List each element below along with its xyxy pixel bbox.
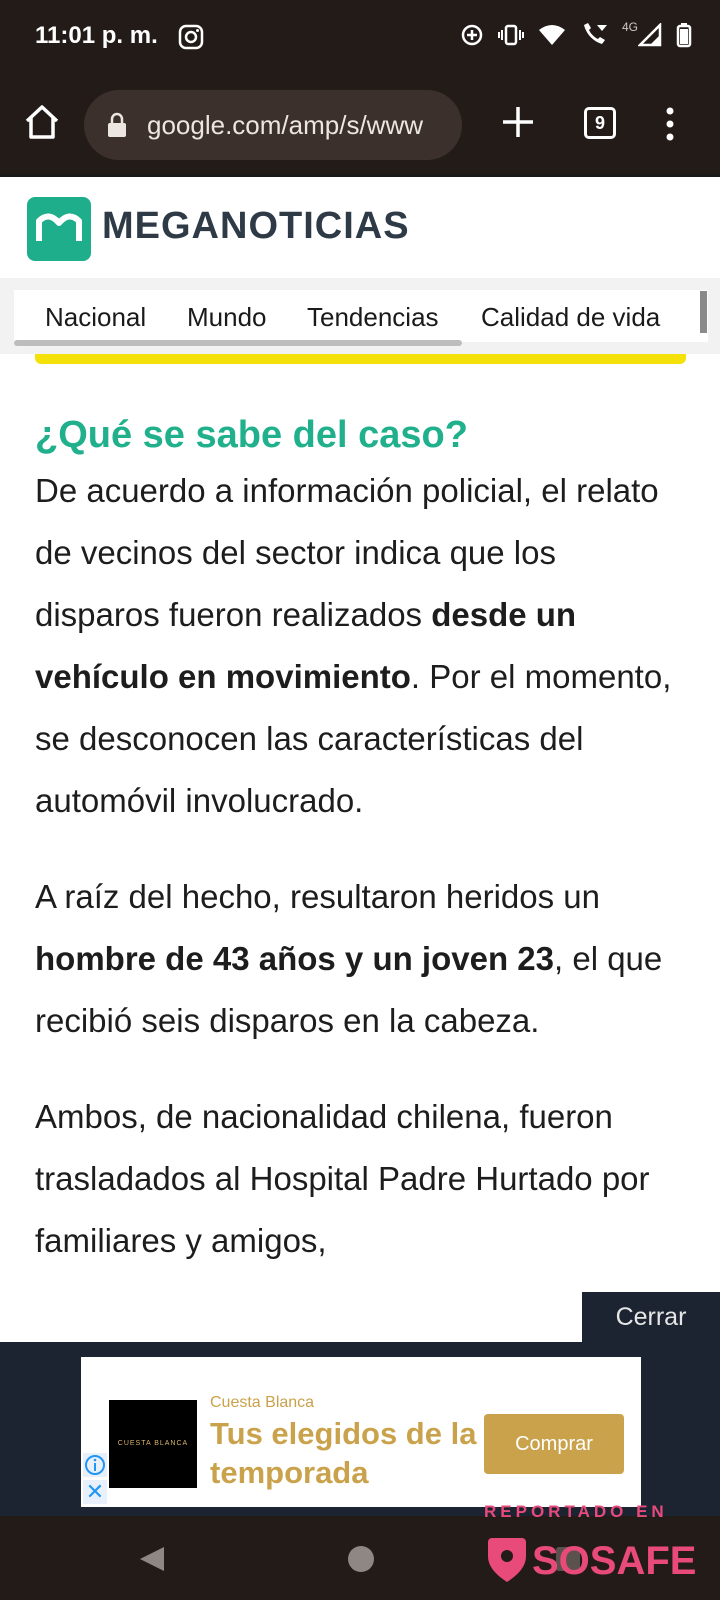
signal-icon xyxy=(638,23,662,47)
article-body xyxy=(35,410,685,1272)
nav-strip xyxy=(14,290,708,342)
ad-info-icon[interactable] xyxy=(83,1453,107,1477)
ad-brand-logo[interactable]: CUESTA BLANCA xyxy=(109,1400,197,1488)
browser-toolbar xyxy=(0,78,720,174)
status-bar xyxy=(0,0,720,78)
watermark-caption: REPORTADO EN xyxy=(484,1502,668,1521)
instagram-icon xyxy=(178,24,204,50)
ad-close-button[interactable]: Cerrar xyxy=(582,1292,720,1342)
bold-text: desde un vehículo en movimiento xyxy=(35,596,577,695)
status-icons xyxy=(460,22,692,48)
section-title: ¿Qué se sabe del caso? xyxy=(35,414,468,456)
yellow-divider xyxy=(35,354,686,364)
wifi-calling-icon xyxy=(580,22,608,48)
nav-scrollbar[interactable] xyxy=(14,340,462,346)
ad-brand-name: Cuesta Blanca xyxy=(210,1394,315,1411)
wifi-icon xyxy=(538,23,566,47)
system-home-icon[interactable] xyxy=(348,1546,374,1572)
svg-text:SOSAFE: SOSAFE xyxy=(532,1539,697,1583)
plus-icon[interactable] xyxy=(500,104,536,140)
data-saver-icon xyxy=(460,23,484,47)
ad-buy-button[interactable]: Comprar xyxy=(484,1414,624,1474)
site-header xyxy=(0,174,720,278)
nav-scroll-edge xyxy=(700,291,707,333)
paragraph-3: Ambos, de nacionalidad chilena, fueron trasladados al Hospital Padre Hurtado por familiares y amigos, xyxy=(35,1098,650,1259)
sosafe-watermark-logo xyxy=(484,1528,704,1588)
back-icon[interactable] xyxy=(138,1545,166,1573)
network-label: 4G xyxy=(621,20,638,34)
lock-icon xyxy=(106,112,128,138)
ad-dismiss-icon[interactable]: ✕ xyxy=(83,1480,107,1504)
meganoticias-logo-icon[interactable] xyxy=(27,197,91,261)
paragraph-2: A raíz del hecho, resultaron heridos un hombre de 43 años y un joven 23, el que recibió seis disparos en la cabeza. xyxy=(35,878,663,1039)
bold-text: hombre de 43 años y un joven 23 xyxy=(35,940,554,977)
tabs-button[interactable]: 9 xyxy=(584,107,616,139)
nav-item-mundo[interactable]: Mundo xyxy=(187,302,267,332)
more-vert-icon[interactable] xyxy=(662,106,678,142)
address-bar[interactable] xyxy=(84,90,462,160)
paragraph-1: De acuerdo a información policial, el relato de vecinos del sector indica que los disparos fueron realizados desde un vehículo en movimiento. Por el momento, se desconocen las características del automóvil involucrado. xyxy=(35,472,672,819)
battery-icon xyxy=(676,22,692,48)
nav-item-calidad-de-vida[interactable]: Calidad de vida xyxy=(481,302,661,332)
url-text: google.com/amp/s/www xyxy=(147,110,423,140)
nav-item-tendencias[interactable]: Tendencias xyxy=(307,302,439,332)
nav-item-nacional[interactable]: Nacional xyxy=(45,302,147,332)
ad-headline[interactable]: Tus elegidos de la temporada xyxy=(210,1416,477,1490)
logo-text[interactable]: MEGANOTICIAS xyxy=(102,205,410,247)
status-time: 11:01 p. m. xyxy=(35,22,158,49)
home-icon[interactable] xyxy=(22,102,62,142)
vibrate-icon xyxy=(498,23,524,47)
